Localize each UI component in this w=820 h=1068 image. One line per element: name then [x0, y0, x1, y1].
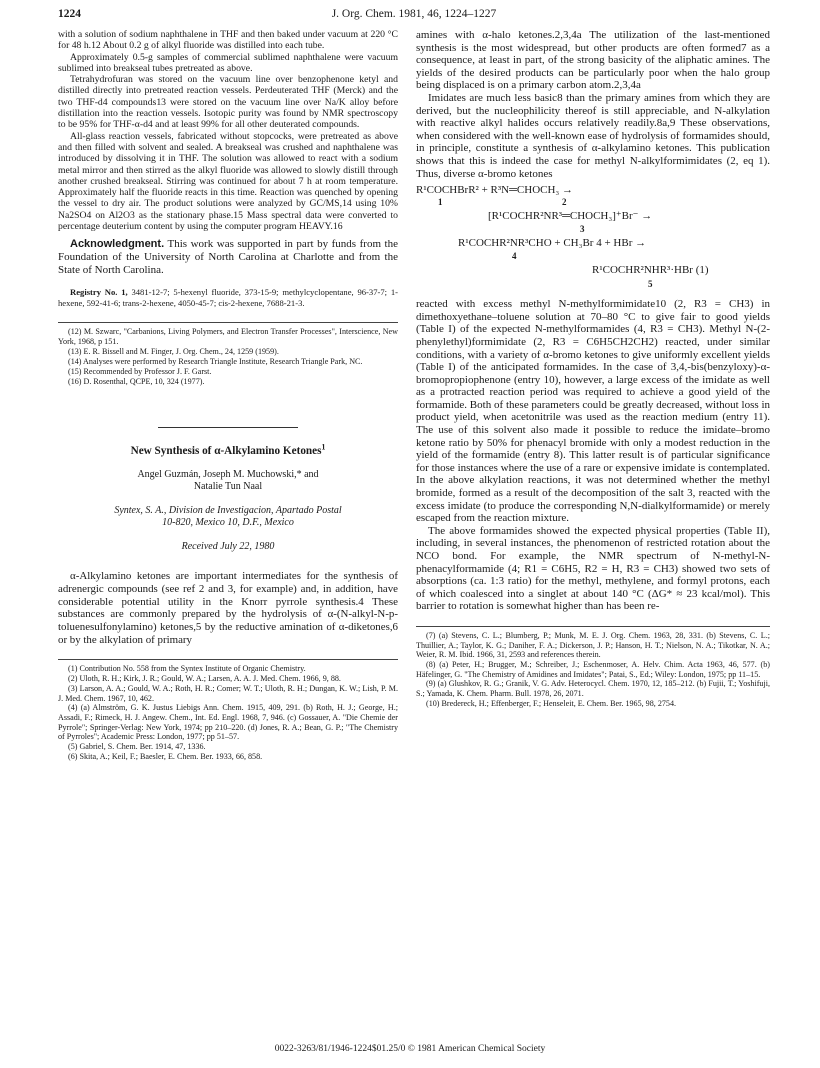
article-title-text: New Synthesis of α-Alkylamino Ketones [130, 444, 322, 457]
references-left [58, 322, 398, 386]
compound-number: 2 [562, 197, 567, 208]
footnotes-right [416, 626, 770, 709]
journal-citation: J. Org. Chem. 1981, 46, 1224–1227 [331, 8, 497, 20]
registry-text: 3481-12-7; 5-hexenyl fluoride, 373-15-9; methylcyclopentane, 96-37-7; 1-hexene, 592-41-6; trans-2-hexene, 4050-45-7; cis-2-hexene, 7688-21-3. [58, 287, 398, 308]
compound-number: 3 [580, 224, 585, 235]
compound-number: 5 [648, 279, 653, 290]
footnote: (10) Bredereck, H.; Effenberger, F.; Henseleit, E. Chem. Ber. 1965, 98, 2754. [426, 698, 677, 708]
equation-line: [R¹COCHR²NR³═CHOCH₃]⁺Br⁻ → [488, 210, 653, 223]
copyright-line: 0022-3263/81/1946-1224$01.25/0 © 1981 American Chemical Society [274, 1044, 546, 1054]
footnote: (8) (a) Peter, H.; Brugger, M.; Schreiber, J.; Eschenmoser, A. Helv. Chim. Acta 1963, 46, 577. (b) Häfelinger, G. "The Chemistry of Amidines and Imidates"; Patai, S., Ed.; Wiley: London, 1975; pp 11–15. [416, 660, 770, 679]
page-number: 1224 [58, 8, 81, 20]
registry-label: Registry No. 1, [70, 287, 128, 298]
footnote: (1) Contribution No. 558 from the Syntex Institute of Organic Chemistry. [68, 664, 306, 674]
reference: (15) Recommended by Professor J. F. Garst. [68, 366, 212, 376]
affiliation-line: Syntex, S. A., Division de Investigacion, Apartado Postal [114, 504, 342, 516]
acknowledgment-text: This work was supported in part by funds from the Foundation of the University of North Carolina at Charlotte and from the State of North Carolina. [58, 238, 398, 277]
paragraph: Imidates are much less basic8 than the primary amines from which they are derived, but the nucleophilicity thereof is still appreciable, and N-alkylation with reactive alkyl halides occurs relatively readily.8a,9 These observations, when considered with the well-known ease of hydrolysis of formamides should, in principle, constitute a synthesis of α-alkylamino ketones. This publication shows that this is indeed the case for methyl N-alkylformimidates (2, eq 1). Thus, diverse α-bromo ketones [416, 91, 770, 180]
equation-line: R¹COCHBrR² + R³N═CHOCH₃ → [416, 184, 573, 197]
right-column [416, 29, 770, 709]
acknowledgment [58, 238, 398, 277]
acknowledgment-label: Acknowledgment. [70, 238, 165, 251]
reference: (12) M. Szwarc, "Carbanions, Living Polymers, and Electron Transfer Processes", Interscience, New York, 1968, p 151. [58, 327, 398, 347]
paragraph: Approximately 0.5-g samples of commercial sublimed naphthalene were vacuum sublimed into breakseal tubes pretreated as above. [58, 51, 398, 74]
article-title [58, 441, 398, 457]
registry-numbers [58, 287, 398, 308]
affiliation-line: 10-820, Mexico 10, D.F., Mexico [162, 516, 294, 528]
footnote: (5) Gabriel, S. Chem. Ber. 1914, 47, 1336. [68, 742, 206, 752]
intro-paragraph: α-Alkylamino ketones are important intermediates for the synthesis of adrenergic compounds (see ref 2 and 3, for example) and, in addition, have considerable potential utility in the Knorr pyrrole synthesis.4 These substances are commonly prepared by the hydrolysis of α-(N-alkyl-N-p-toluenesulfonylamino) ketones,5 by the reductive amination of α-diketones,6 or by the alkylation of primary [58, 570, 398, 646]
article-title-footnote-mark: 1 [321, 441, 326, 451]
paragraph: amines with α-halo ketones.2,3,4a The utilization of the last-mentioned synthesis is the most widespread, but other products are often formed7 as a consequence, at least in part, of the strong basicity of the aliphatic amines. The yields of the desired products can be particularly poor when the halo group being displaced is on a primary carbon atom.2,3,4a [416, 29, 770, 92]
footnotes-left [58, 659, 398, 761]
paragraph: with a solution of sodium naphthalene in THF and then baked under vacuum at 220 °C for 48 h.12 About 0.2 g of alkyl fluoride was distilled into each tube. [58, 29, 398, 52]
equation-line: R¹COCHR²NR³CHO + CH₃Br 4 + HBr → [458, 237, 647, 250]
paragraph: All-glass reaction vessels, fabricated without stopcocks, were pretreated as above and then filled with solvent and sealed. A breakseal was crushed and naphthalene was introduced by dissolving it in THF. The solution was allowed to react with a sodium metal mirror and then stirred as the alkyl fluoride was allowed to slowly distill through another crushed breakseal. Stirring was continued for about 7 h at room temperature. Approximately half the fluoride reacts in this time. Reaction was quenched by opening the vessel to dry air. The product solutions were analyzed by GC/MS,14 using 10% Na2SO4 on Al2O3 as the stationary phase.15 Mass spectral data were converted to percentage deuterium content by using the computer program HEAVY.16 [58, 130, 398, 233]
compound-number: 4 [512, 251, 517, 262]
footnote: (4) (a) Almström, G. K. Justus Liebigs Ann. Chem. 1915, 409, 291. (b) Roth, H. J.; George, H.; Assadi, F.; Rimeck, H. J. Angew. Chem., Int. Ed. Engl. 1968, 7, 946. (c) Gossauer, A. "Die Chemie der Pyrrole"; Springer-Verlag: New York, 1974; pp 210–220. (d) Jones, R. A.; Bean, G. P.; "The Chemistry of Pyrroles"; Academic Press: London, 1977; pp 51–57. [58, 703, 398, 742]
left-column [58, 29, 398, 761]
paragraph: The above formamides showed the expected physical properties (Table II), including, in several instances, the phenomenon of restricted rotation about the NCO bond. For example, the NMR spectrum of N-methyl-N-phenacylformamide (4; R1 = C6H5, R2 = H, R3 = CH3) showed two sets of absorptions (ca. 1:3 ratio) for the methyl, methylene, and formyl protons, each of which coalesced into a singlet at about 140 °C (ΔG* ≈ 23 kcal/mol). This barrier to rotation is somewhat higher than has been re- [416, 524, 770, 613]
section-divider [158, 427, 298, 428]
equation-1 [416, 184, 770, 294]
paragraph: reacted with excess methyl N-methylformimidate10 (2, R3 = CH3) in dimethoxyethane–toluene solution at 70–80 °C to give fair to good yields (Table I) of the expected N-methylformamides (4, R3 = CH3). Methyl N-(2-phenylethyl)formimidate (2, R3 = C6H5CH2CH2) reacted, under similar conditions, with a variety of α-bromo ketones to give uniformly excellent yields (Table I) of the anticipated formamides. In the case of 3,4,-bis(benzyloxy)-α-bromopropiophenone (entry 10), however, a large excess of the imidate as well as a protracted reaction period was required to achieve a good yield of the formamide. Both of these parameters could be greatly decreased, without loss in product yield, when acetonitrile was used as the reaction medium (entry 11). The use of this solvent also made it possible to reduce the imidate–bromo ketone ratio by 50% for phenacyl bromide with only a modest reduction in the yield of the formamide (entry 8). This latter result is of particular significance for those instances where the use of a rare or expensive imidate is contemplated. In the above alkylation reactions, it was not determined whether the methyl bromide, formed as a result of the decomposition of the salt 3, reacted with the excess imidate (to produce the corresponding N,N-dialkylformamide) or merely escaped from the reaction mixture. [416, 298, 770, 525]
reference: (13) E. R. Bissell and M. Finger, J. Org. Chem., 24, 1259 (1959). [68, 346, 279, 356]
authors-line: Angel Guzmán, Joseph M. Muchowski,* and [137, 468, 319, 480]
footnote: (3) Larson, A. A.; Gould, W. A.; Roth, H. R.; Comer; W. T.; Uloth, R. H.; Dungan, K. W.; Lish, P. M. J. Med. Chem. 1967, 10, 462. [58, 683, 398, 703]
affiliation [58, 505, 398, 529]
equation-line: R¹COCHR²NHR³·HBr (1) [592, 264, 709, 277]
footnote: (7) (a) Stevens, C. L.; Blumberg, P.; Munk, M. E. J. Org. Chem. 1963, 28, 331. (b) Stevens, C. L.; Thuillier, A.; Taylor, K. G.; Daniher, F. A.; Dickerson, J. P.; Hanson, H. T.; Nielson, N. A.; Tikotkar, N. A.; Weier, R. M. Ibid. 1966, 31, 2593 and references therein. [416, 630, 770, 660]
paragraph: Tetrahydrofuran was stored on the vacuum line over benzophenone ketyl and distilled directly into pretreated reaction vessels. Perdeuterated THF (Merck) and the two THF-d4 compounds13 were stored on the vacuum line over Na/K alloy before distillation into the reaction vessels. Isotopic purity was found by NMR spectroscopy to be 95% for THF-α-d4 and at least 99% for all other deuterated compounds. [58, 74, 398, 131]
footnote: (6) Skita, A.; Keil, F.; Baesler, E. Chem. Ber. 1933, 66, 858. [68, 751, 263, 761]
page-header [58, 8, 770, 26]
compound-number: 1 [438, 197, 443, 208]
received-date: Received July 22, 1980 [181, 540, 275, 552]
authors-line: Natalie Tun Naal [193, 480, 263, 492]
footnote: (9) (a) Glushkov, R. G.; Granik, V. G. Adv. Heterocycl. Chem. 1970, 12, 185–212. (b) Fujii, T.; Yoshifuji, S.; Yamada, K. Chem. Pharm. Bull. 1978, 26, 2071. [416, 679, 770, 699]
footnote: (2) Uloth, R. H.; Kirk, J. R.; Gould, W. A.; Larsen, A. A. J. Med. Chem. 1966, 9, 88. [68, 674, 341, 684]
authors [58, 469, 398, 493]
reference: (14) Analyses were performed by Research Triangle Institute, Research Triangle Park, NC. [68, 356, 363, 366]
reference: (16) D. Rosenthal, QCPE, 10, 324 (1977). [68, 376, 205, 386]
